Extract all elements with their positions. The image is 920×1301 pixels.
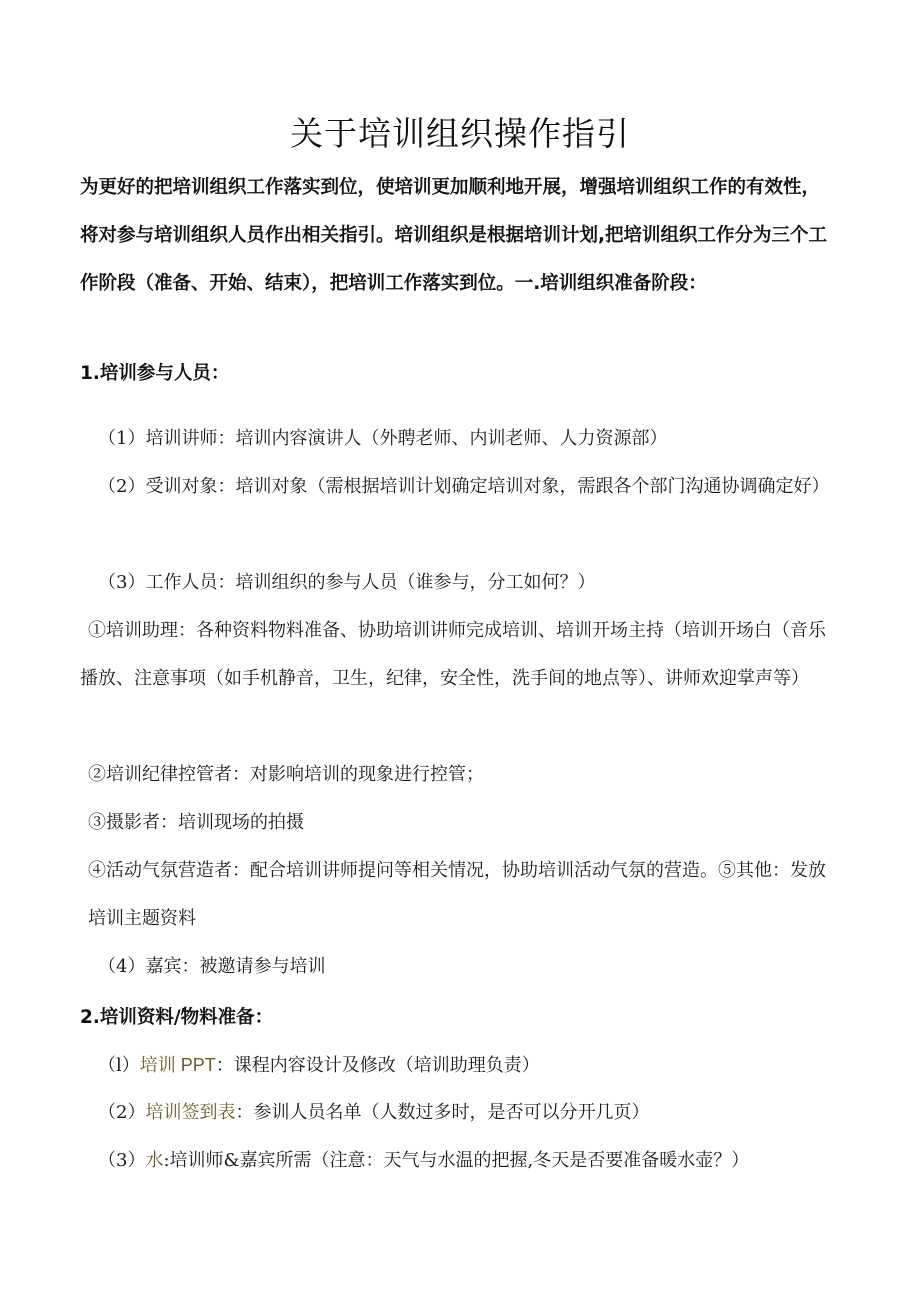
item-prefix: （2） — [98, 1102, 146, 1123]
item-prefix: （l） — [98, 1055, 140, 1076]
list-item: （1）培训讲师：培训内容演讲人（外聘老师、内训老师、人力资源部） — [98, 428, 668, 449]
list-item: （3）工作人员：培训组织的参与人员（谁参与，分工如何？） — [98, 572, 596, 593]
list-item: （4）嘉宾：被邀请参与培训 — [98, 956, 326, 977]
highlight-text: 培训签到表 — [145, 1102, 236, 1123]
section-heading-participants: 1.培训参与人员： — [80, 363, 230, 384]
highlight-latin: PPT — [175, 1055, 216, 1075]
list-item: ④活动气氛营造者：配合培训讲师提问等相关情况，协助培训活动气氛的营造。⑤其他：发放培训主题资料 — [88, 860, 826, 929]
item-text: ：课程内容设计及修改（培训助理负责） — [215, 1055, 540, 1076]
list-item: （2）受训对象：培训对象（需根据培训计划确定培训对象，需跟各个部门沟通协调确定好） — [98, 476, 830, 497]
document-title: 关于培训组织操作指引 — [290, 114, 630, 153]
highlight-text: 培训 — [139, 1055, 176, 1076]
list-item — [98, 1041, 858, 1090]
list-item: ②培训纪律控管者：对影响培训的现象进行控管； — [88, 764, 484, 785]
item-text: :培训师&嘉宾所需（注意：天气与水温的把握,冬天是否要准备暖水壶？） — [163, 1150, 750, 1171]
list-item — [98, 1089, 858, 1137]
highlight-text: 水 — [145, 1150, 164, 1171]
section-heading-materials: 2.培训资料/物料准备： — [80, 1007, 274, 1028]
item-text: ：参训人员名单（人数过多时，是否可以分开几页） — [235, 1102, 650, 1123]
item-prefix: （3） — [98, 1150, 146, 1171]
list-item: ③摄影者：培训现场的拍摄 — [88, 812, 304, 833]
list-item — [98, 1137, 858, 1185]
list-item: ①培训助理：各种资料物料准备、协助培训讲师完成培训、培训开场主持（培训开场白（音乐播放、注意事项（如手机静音，卫生，纪律，安全性，洗手间的地点等）、讲师欢迎掌声等） — [80, 620, 826, 689]
intro-paragraph: 为更好的把培训组织工作落实到位，使培训更加顺利地开展，增强培训组织工作的有效性，将对参与培训组织人员作出相关指引。培训组织是根据培训计划,把培训组织工作分为三个工作阶段（准备、开始、结束），把培训工作落实到位。一.培训组织准备阶段： — [80, 177, 828, 294]
